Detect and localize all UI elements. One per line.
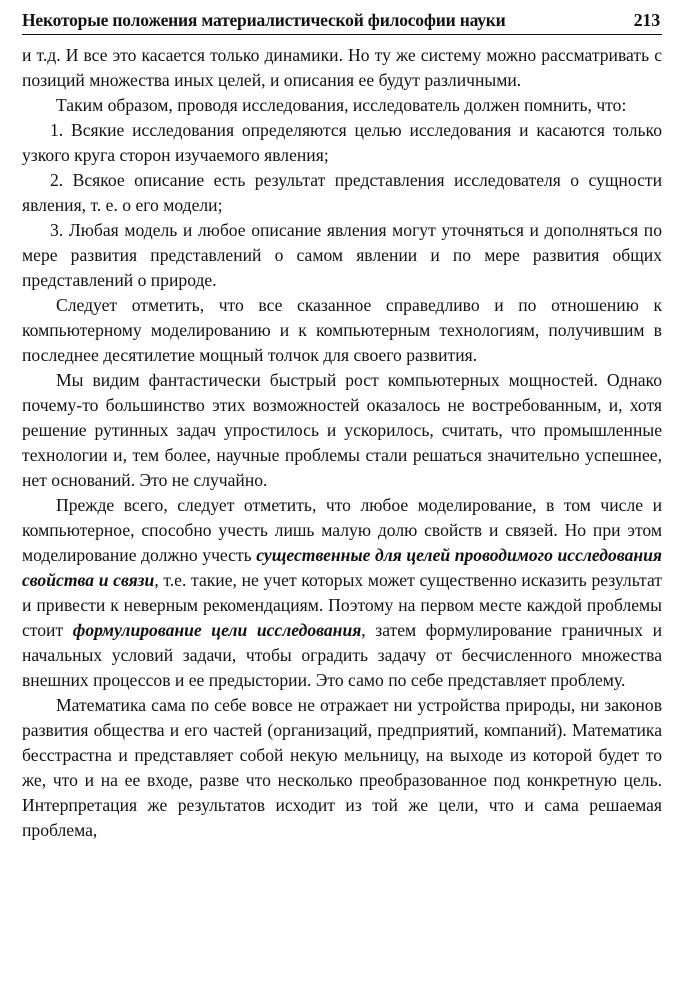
paragraph-text: 3. Любая модель и любое описание явления могут уточняться и дополняться по мере развития представлений о самом явлении и по мере развития общих представлений о природе. bbox=[22, 220, 662, 290]
paragraph bbox=[22, 168, 662, 218]
running-header bbox=[22, 0, 662, 35]
paragraph bbox=[22, 43, 662, 93]
paragraph bbox=[22, 293, 662, 368]
emphasis-text: формулирование цели исследования bbox=[72, 620, 362, 640]
paragraph-text: , затем формулирование граничных и начальных условий задачи, чтобы оградить задачу от бесчисленного множества внешних процессов и ее предыстории. Это само по себе представляет проблему. bbox=[22, 620, 662, 690]
paragraph bbox=[22, 368, 662, 493]
paragraph-text: 2. Всякое описание есть результат представления исследователя о сущности явления, т. е. о его модели; bbox=[22, 170, 662, 215]
paragraph bbox=[22, 93, 662, 118]
paragraph bbox=[22, 118, 662, 168]
emphasis-text: существенные для целей проводимого исследования свойства и связи bbox=[22, 545, 662, 590]
paragraph-text: Прежде всего, следует отметить, что любое моделирование, в том числе и компьютерное, способно учесть лишь малую долю свойств и связей. Но при этом моделирование должно учесть bbox=[22, 495, 662, 565]
paragraph-text: , т.е. такие, не учет которых может существенно исказить результат и привести к неверным рекомендациям. Поэтому на первом месте каждой проблемы стоит bbox=[22, 570, 662, 640]
paragraph-text: Таким образом, проводя исследования, исследователь должен помнить, что: bbox=[56, 95, 627, 115]
body-text bbox=[22, 43, 662, 843]
running-header-title: Некоторые положения материалистической философии науки bbox=[22, 10, 506, 30]
paragraph bbox=[22, 218, 662, 293]
paragraph-text: Мы видим фантастически быстрый рост компьютерных мощностей. Однако почему-то большинство этих возможностей оказалось не востребованным, и, хотя решение рутинных задач упростилось и ускорилось, считать, что промышленные технологии и, тем более, научные проблемы стали решаться значительно успешнее, нет оснований. Это не случайно. bbox=[22, 370, 662, 490]
paragraph-text: Следует отметить, что все сказанное справедливо и по отношению к компьютерному моделированию и к компьютерным технологиям, получившим в последнее десятилетие мощный толчок для своего развития. bbox=[22, 295, 662, 365]
paragraph-text: Математика сама по себе вовсе не отражает ни устройства природы, ни законов развития общества и его частей (организаций, предприятий, компаний). Математика бесстрастна и представляет собой некую мельницу, на выходе из которой будет то же, что и на ее входе, разве что несколько преобразованное под конкретную цель. Интерпретация же результатов исходит из той же цели, что и сама решаемая проблема, bbox=[22, 695, 662, 840]
paragraph bbox=[22, 693, 662, 843]
paragraph bbox=[22, 493, 662, 693]
page-number: 213 bbox=[633, 10, 660, 30]
paragraph-text: и т.д. И все это касается только динамики. Но ту же систему можно рассматривать с позиций множества иных целей, и описания ее будут различными. bbox=[22, 45, 662, 90]
paragraph-text: 1. Всякие исследования определяются целью исследования и касаются только узкого круга сторон изучаемого явления; bbox=[22, 120, 662, 165]
